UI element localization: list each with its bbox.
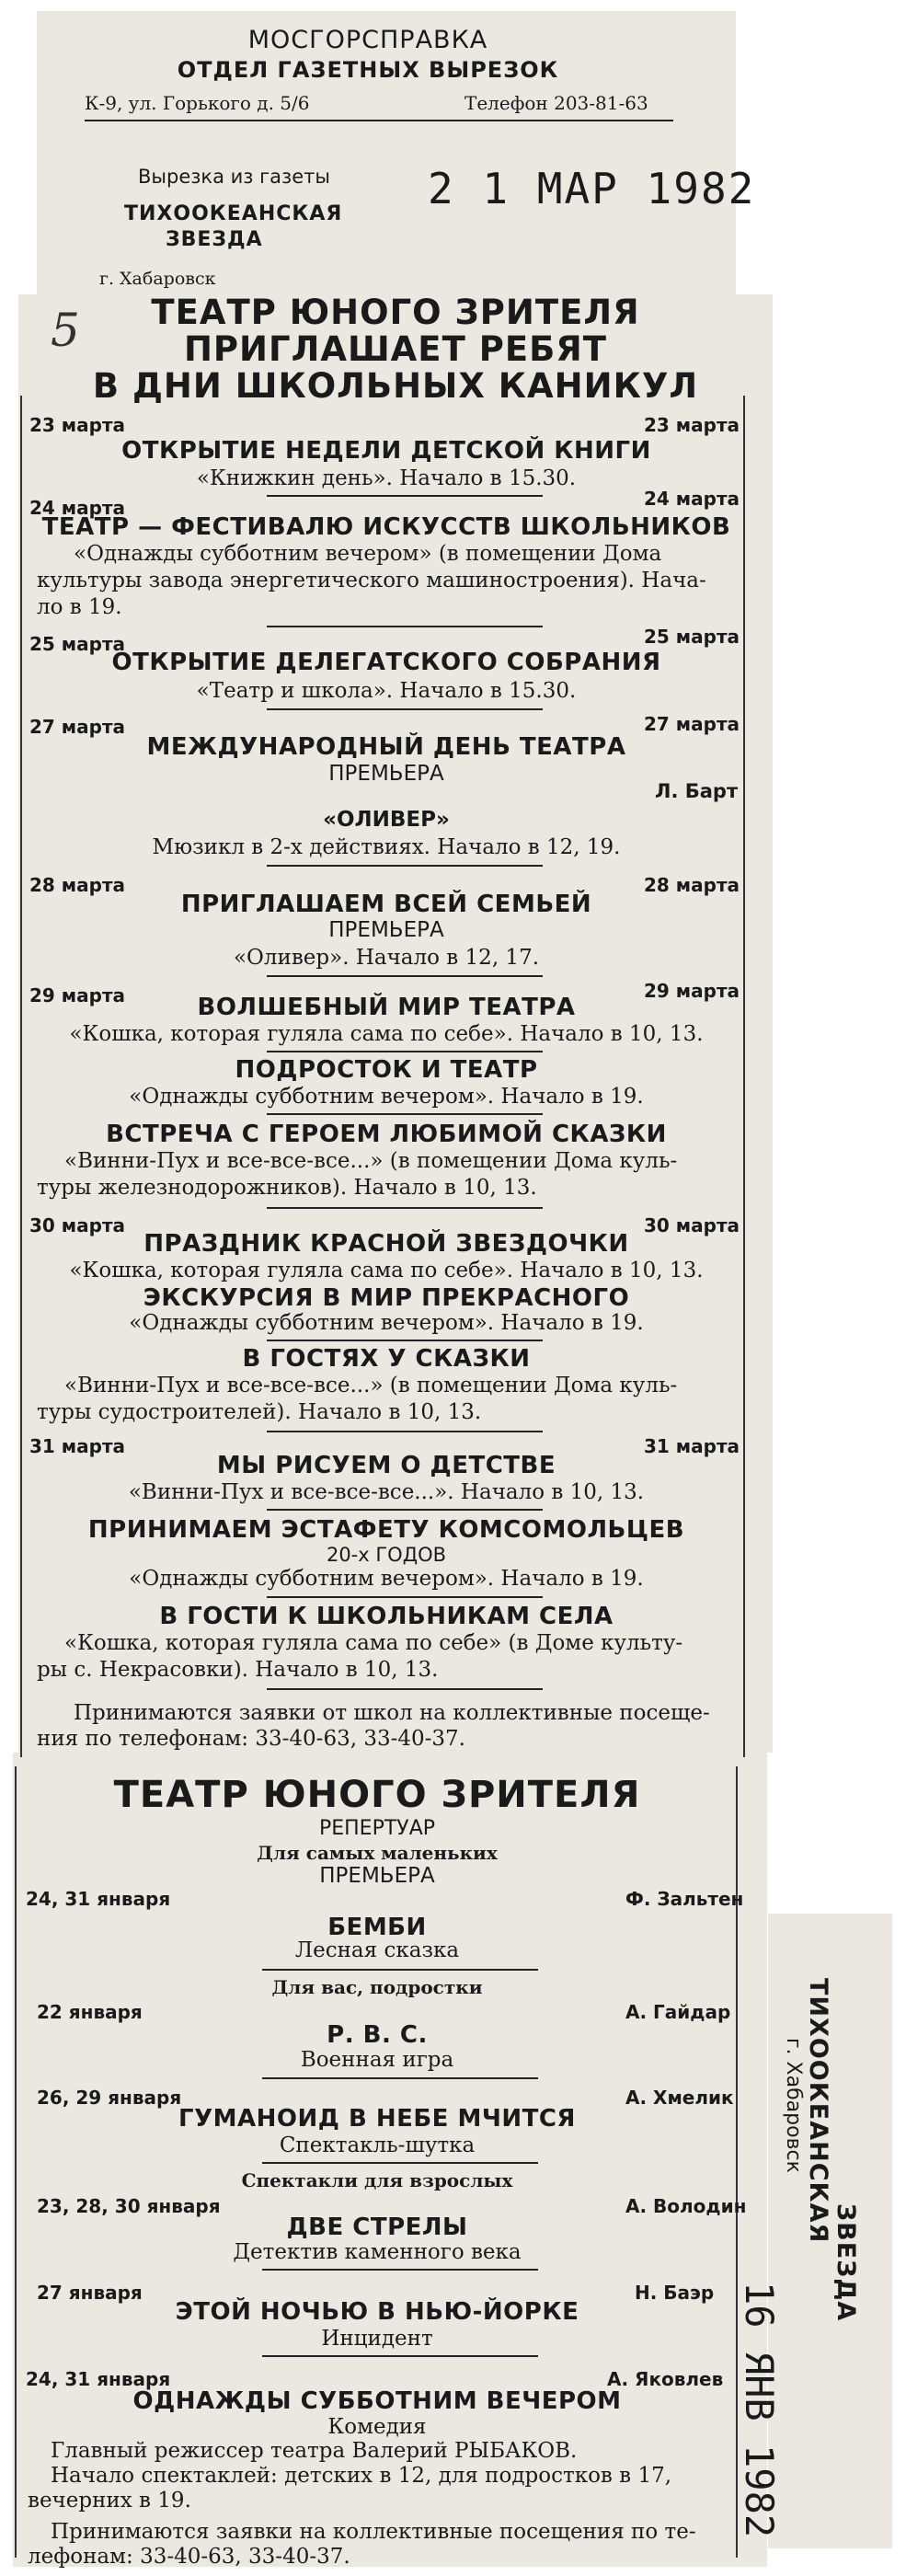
premiere-label: ПРЕМЬЕРА bbox=[328, 918, 444, 942]
divider bbox=[262, 2269, 538, 2271]
requests-note: лефонам: 33-40-63, 33-40-37. bbox=[28, 2545, 350, 2569]
play-title: ЭТОЙ НОЧЬЮ В НЬЮ-ЙОРКЕ bbox=[175, 2298, 579, 2326]
play-genre: Инцидент bbox=[321, 2327, 433, 2351]
event-title: ЭКСКУРСИЯ В МИР ПРЕКРАСНОГО bbox=[143, 1284, 630, 1312]
article1-title-1: ТЕАТР ЮНОГО ЗРИТЕЛЯ bbox=[151, 293, 640, 332]
footer-note: Принимаются заявки от школ на коллективные посеще- bbox=[74, 1701, 710, 1725]
play-title: Р. В. С. bbox=[327, 2021, 428, 2049]
event-text: туры железнодорожников). Начало в 10, 13. bbox=[37, 1176, 537, 1200]
play-date: 26, 29 января bbox=[37, 2087, 182, 2109]
event-text: туры судостроителей). Начало в 10, 13. bbox=[37, 1400, 482, 1424]
date-left: 25 марта bbox=[29, 633, 126, 655]
article2-left-border bbox=[15, 1766, 17, 2558]
play-genre: Военная игра bbox=[300, 2048, 454, 2072]
event-title: ПОДРОСТОК И ТЕАТР bbox=[235, 1056, 538, 1084]
article1-left-border bbox=[20, 396, 22, 1757]
play-genre: Комедия bbox=[327, 2415, 427, 2439]
divider bbox=[262, 1969, 538, 1971]
article1-right-border bbox=[743, 396, 745, 1757]
section-label: Для самых маленьких bbox=[257, 1842, 498, 1864]
section-label: Для вас, подростки bbox=[271, 1976, 483, 1998]
event-text: «Кошка, которая гуляла сама по себе» (в Доме культу- bbox=[64, 1631, 683, 1655]
play-title: БЕМБИ bbox=[327, 1914, 427, 1941]
side-stamp-city: г. Хабаровск bbox=[782, 2038, 805, 2173]
event-text: «Книжкин день». Начало в 15.30. bbox=[196, 466, 577, 490]
event-text: «Винни-Пух и все-все-все...» (в помещении Дома куль- bbox=[64, 1149, 678, 1173]
event-title: ПРАЗДНИК КРАСНОЙ ЗВЕЗДОЧКИ bbox=[143, 1230, 629, 1258]
date-right: 25 марта bbox=[644, 626, 740, 648]
play-date: 24, 31 января bbox=[26, 1888, 171, 1910]
play-genre: Детектив каменного века bbox=[233, 2240, 522, 2264]
divider bbox=[267, 1113, 543, 1115]
event-title: ПРИГЛАШАЕМ ВСЕЙ СЕМЬЕЙ bbox=[180, 891, 592, 918]
repertoire-label: РЕПЕРТУАР bbox=[318, 1817, 436, 1840]
date-left: 24 марта bbox=[29, 497, 126, 519]
play-genre: Лесная сказка bbox=[294, 1938, 460, 1962]
divider bbox=[267, 1051, 543, 1052]
divider bbox=[267, 495, 543, 497]
divider bbox=[267, 626, 543, 627]
play-author: Ф. Зальтен bbox=[625, 1888, 744, 1910]
stamp-rule bbox=[85, 120, 673, 121]
event-text: «Однажды субботним вечером». Начало в 19. bbox=[129, 1085, 644, 1109]
play-date: 22 января bbox=[37, 2001, 143, 2023]
play-title: ГУМАНОИД В НЕБЕ МЧИТСЯ bbox=[178, 2105, 576, 2133]
handwritten-mark: 5 bbox=[51, 304, 80, 357]
event-text: Мюзикл в 2-х действиях. Начало в 12, 19. bbox=[152, 835, 621, 859]
side-stamp-newspaper-2: ЗВЕЗДА bbox=[831, 2203, 860, 2322]
event-text: «Однажды субботним вечером» (в помещении Дома bbox=[74, 542, 662, 566]
stamp-date: 2 1 МАР 1982 bbox=[428, 164, 756, 213]
date-right: 31 марта bbox=[644, 1435, 740, 1457]
divider bbox=[267, 865, 543, 867]
divider bbox=[267, 975, 543, 977]
stamp-newspaper-1: ТИХООКЕАНСКАЯ bbox=[124, 202, 343, 225]
side-stamp-newspaper-1: ТИХООКЕАНСКАЯ bbox=[804, 1978, 832, 2244]
play-title: ОДНАЖДЫ СУББОТНИМ ВЕЧЕРОМ bbox=[132, 2387, 622, 2415]
stamp-dept: ОТДЕЛ ГАЗЕТНЫХ ВЫРЕЗОК bbox=[177, 57, 559, 83]
side-stamp-date: 16 ЯНВ 1982 bbox=[737, 2282, 782, 2538]
date-left: 29 марта bbox=[29, 984, 126, 1006]
event-text: «Однажды субботним вечером». Начало в 19. bbox=[129, 1567, 644, 1591]
divider bbox=[267, 1509, 543, 1511]
event-text: «Оливер». Начало в 12, 17. bbox=[233, 946, 540, 970]
event-title: В ГОСТЯХ У СКАЗКИ bbox=[242, 1345, 531, 1373]
event-text: «Кошка, которая гуляла сама по себе». Начало в 10, 13. bbox=[69, 1022, 704, 1046]
play-author: А. Хмелик bbox=[625, 2087, 734, 2109]
play-date: 27 января bbox=[37, 2282, 143, 2304]
divider bbox=[262, 2355, 538, 2357]
event-title: ПРИНИМАЕМ ЭСТАФЕТУ КОМСОМОЛЬЦЕВ bbox=[87, 1516, 685, 1544]
author: Л. Барт bbox=[655, 780, 739, 802]
play-title: ДВЕ СТРЕЛЫ bbox=[286, 2214, 468, 2241]
event-title: В ГОСТИ К ШКОЛЬНИКАМ СЕЛА bbox=[159, 1603, 614, 1630]
event-text: «Винни-Пух и все-все-все...». Начало в 10, 13. bbox=[128, 1480, 645, 1504]
play-author: А. Яковлев bbox=[607, 2368, 724, 2390]
date-right: 28 марта bbox=[644, 874, 740, 896]
stamp-city: г. Хабаровск bbox=[99, 269, 216, 289]
footer-note: ния по телефонам: 33-40-63, 33-40-37. bbox=[37, 1727, 465, 1751]
divider bbox=[267, 1207, 543, 1209]
start-times: Начало спектаклей: детских в 12, для подростков в 17, bbox=[51, 2464, 672, 2488]
event-text: ры с. Некрасовки). Начало в 10, 13. bbox=[37, 1658, 439, 1682]
divider bbox=[267, 708, 543, 710]
date-right: 30 марта bbox=[644, 1214, 740, 1236]
event-title: ВОЛШЕБНЫЙ МИР ТЕАТРА bbox=[197, 994, 576, 1021]
stamp-address: К-9, ул. Горького д. 5/6 bbox=[85, 92, 310, 114]
date-left: 27 марта bbox=[29, 716, 126, 738]
event-title: ОТКРЫТИЕ ДЕЛЕГАТСКОГО СОБРАНИЯ bbox=[111, 649, 661, 676]
event-title: МЕЖДУНАРОДНЫЙ ДЕНЬ ТЕАТРА bbox=[146, 733, 626, 761]
event-text: «Винни-Пух и все-все-все...» (в помещении Дома куль- bbox=[64, 1374, 678, 1397]
divider bbox=[267, 1688, 543, 1690]
play-author: А. Гайдар bbox=[625, 2001, 731, 2023]
article2-title: ТЕАТР ЮНОГО ЗРИТЕЛЯ bbox=[113, 1774, 641, 1816]
stamp-clip-from: Вырезка из газеты bbox=[138, 166, 330, 188]
divider bbox=[267, 1340, 543, 1341]
event-title: ОТКРЫТИЕ НЕДЕЛИ ДЕТСКОЙ КНИГИ bbox=[121, 437, 651, 465]
date-right: 29 марта bbox=[644, 980, 740, 1002]
stamp-newspaper-2: ЗВЕЗДА bbox=[166, 228, 263, 251]
play-date: 23, 28, 30 января bbox=[37, 2195, 221, 2217]
play-author: Н. Баэр bbox=[635, 2282, 715, 2304]
event-text: «Однажды субботним вечером». Начало в 19. bbox=[129, 1311, 644, 1335]
divider bbox=[267, 1596, 543, 1598]
date-left: 30 марта bbox=[29, 1214, 126, 1236]
event-text: ло в 19. bbox=[37, 595, 122, 619]
divider bbox=[262, 2162, 538, 2164]
requests-note: Принимаются заявки на коллективные посещения по те- bbox=[51, 2520, 696, 2544]
play-title: «ОЛИВЕР» bbox=[323, 808, 450, 832]
divider bbox=[267, 1431, 543, 1432]
event-text: культуры завода энергетического машиностроения). Нача- bbox=[37, 569, 706, 592]
play-date: 24, 31 января bbox=[26, 2368, 171, 2390]
date-left: 23 марта bbox=[29, 414, 126, 436]
article1-title-3: В ДНИ ШКОЛЬНЫХ КАНИКУЛ bbox=[92, 366, 699, 406]
event-title: ВСТРЕЧА С ГЕРОЕМ ЛЮБИМОЙ СКАЗКИ bbox=[106, 1121, 667, 1148]
play-genre: Спектакль-шутка bbox=[279, 2133, 476, 2157]
director-credit: Главный режиссер театра Валерий РЫБАКОВ. bbox=[51, 2439, 578, 2463]
event-title: МЫ РИСУЕМ О ДЕТСТВЕ bbox=[216, 1452, 556, 1479]
event-text: «Театр и школа». Начало в 15.30. bbox=[196, 679, 577, 703]
start-times: вечерних в 19. bbox=[28, 2489, 191, 2513]
event-title: ТЕАТР — ФЕСТИВАЛЮ ИСКУССТВ ШКОЛЬНИКОВ bbox=[41, 513, 731, 541]
date-right: 23 марта bbox=[644, 414, 740, 436]
article1-title-2: ПРИГЛАШАЕТ РЕБЯТ bbox=[183, 329, 608, 369]
play-author: А. Володин bbox=[625, 2195, 747, 2217]
section-label: Спектакли для взрослых bbox=[241, 2169, 513, 2191]
stamp-org: МОСГОРСПРАВКА bbox=[247, 26, 488, 54]
divider bbox=[262, 2077, 538, 2079]
event-text: «Кошка, которая гуляла сама по себе». Начало в 10, 13. bbox=[69, 1259, 704, 1282]
date-right: 24 марта bbox=[644, 488, 740, 510]
date-right: 27 марта bbox=[644, 713, 740, 735]
premiere-label: ПРЕМЬЕРА bbox=[319, 1864, 435, 1888]
date-left: 28 марта bbox=[29, 874, 126, 896]
event-subtitle: 20-х ГОДОВ bbox=[326, 1544, 447, 1566]
stamp-phone: Телефон 203-81-63 bbox=[464, 92, 648, 114]
premiere-label: ПРЕМЬЕРА bbox=[328, 762, 444, 786]
date-left: 31 марта bbox=[29, 1435, 126, 1457]
